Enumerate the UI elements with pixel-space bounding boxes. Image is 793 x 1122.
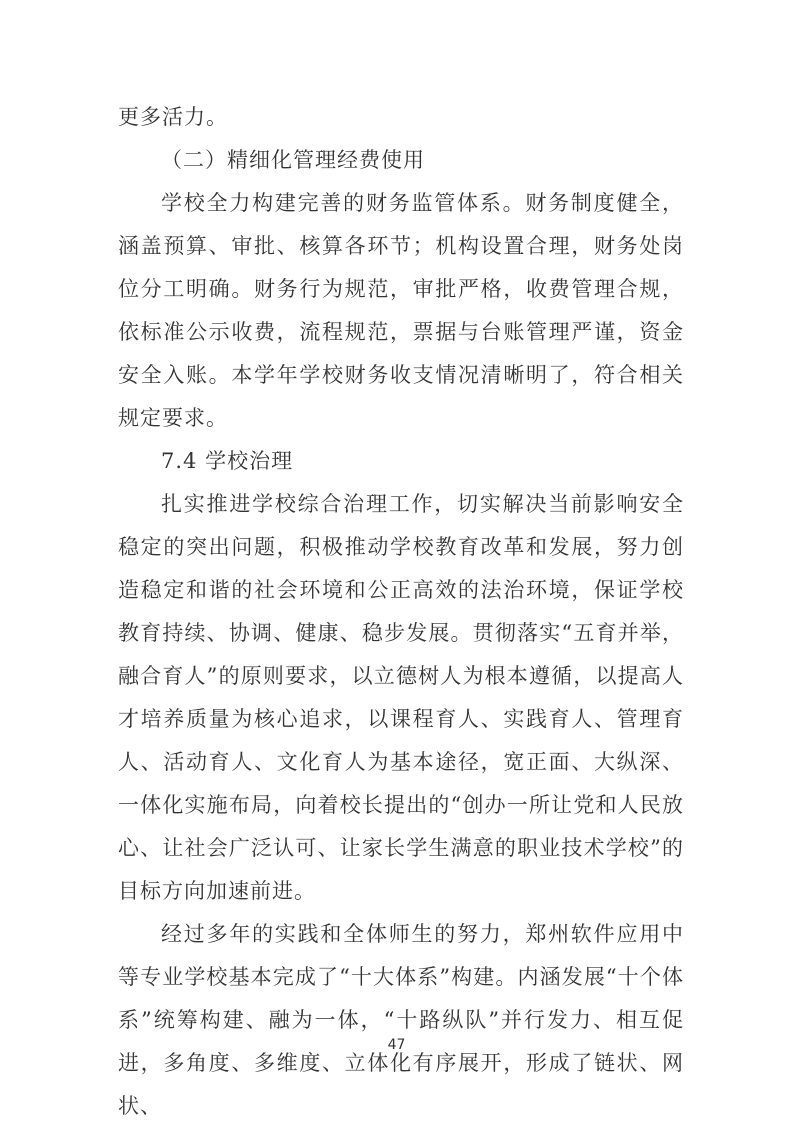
body-paragraph-ten-systems: 经过多年的实践和全体师生的努力，郑州软件应用中等专业学校基本完成了“十大体系”构建。内涵发展“十个体系”统筹构建、融为一体，“十路纵队”并行发力、相互促进，多角度、多维度、立体化有序展开，形成了链状、网状、 [118,922,684,1118]
section-heading-school-governance: 7.4 学校治理 [161,449,294,473]
page-footer [0,1034,793,1053]
page-number: 47 [387,1037,406,1053]
document-content [118,96,684,1122]
body-paragraph-governance: 扎实推进学校综合治理工作，切实解决当前影响安全稳定的突出问题，积极推动学校教育改革和发展，努力创造稳定和谐的社会环境和公正高效的法治环境，保证学校教育持续、协调、健康、稳步发展。贯彻落实“五育并举，融合育人”的原则要求，以立德树人为根本遵循，以提高人才培养质量为核心追求，以课程育人、实践育人、管理育人、活动育人、文化育人为基本途径，宽正面、大纵深、一体化实施布局，向着校长提出的“创办一所让党和人民放心、让社会广泛认可、让家长学生满意的职业技术学校”的目标方向加速前进。 [118,492,684,903]
subsection-heading-finance: （二）精细化管理经费使用 [161,148,425,172]
paragraph-continuation: 更多活力。 [118,105,228,129]
body-paragraph-finance-supervision: 学校全力构建完善的财务监管体系。财务制度健全，涵盖预算、审批、核算各环节；机构设置合理，财务处岗位分工明确。财务行为规范，审批严格，收费管理合规，依标准公示收费，流程规范，票据与台账管理严谨，资金安全入账。本学年学校财务收支情况清晰明了，符合相关规定要求。 [118,191,684,430]
